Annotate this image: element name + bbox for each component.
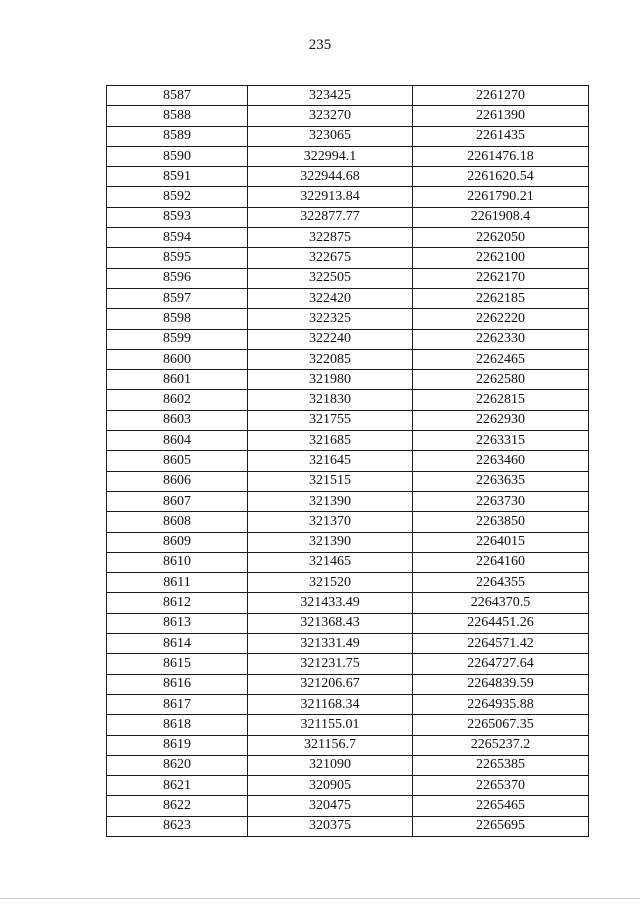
point-number-cell: 8596 <box>107 268 248 288</box>
table-row <box>107 309 589 329</box>
table-body <box>107 86 589 837</box>
point-number-cell: 8601 <box>107 370 248 390</box>
table-row <box>107 410 589 430</box>
table-row <box>107 329 589 349</box>
y-coordinate-cell: 2265385 <box>413 755 589 775</box>
coordinates-table <box>106 85 589 837</box>
point-number-cell: 8622 <box>107 796 248 816</box>
point-number-cell: 8594 <box>107 228 248 248</box>
point-number-cell: 8599 <box>107 329 248 349</box>
point-number-cell: 8605 <box>107 451 248 471</box>
y-coordinate-cell: 2265465 <box>413 796 589 816</box>
table-row <box>107 512 589 532</box>
y-coordinate-cell: 2261790.21 <box>413 187 589 207</box>
y-coordinate-cell: 2264355 <box>413 573 589 593</box>
y-coordinate-cell: 2264015 <box>413 532 589 552</box>
y-coordinate-cell: 2263730 <box>413 491 589 511</box>
table-row <box>107 552 589 572</box>
x-coordinate-cell: 321465 <box>248 552 413 572</box>
table-row <box>107 532 589 552</box>
point-number-cell: 8615 <box>107 654 248 674</box>
point-number-cell: 8588 <box>107 106 248 126</box>
table-row <box>107 491 589 511</box>
y-coordinate-cell: 2264451.26 <box>413 613 589 633</box>
table-row <box>107 207 589 227</box>
y-coordinate-cell: 2265695 <box>413 816 589 836</box>
x-coordinate-cell: 322675 <box>248 248 413 268</box>
y-coordinate-cell: 2264935.88 <box>413 694 589 714</box>
y-coordinate-cell: 2264727.64 <box>413 654 589 674</box>
table-row <box>107 715 589 735</box>
table-row <box>107 593 589 613</box>
point-number-cell: 8587 <box>107 86 248 106</box>
x-coordinate-cell: 323425 <box>248 86 413 106</box>
point-number-cell: 8602 <box>107 390 248 410</box>
x-coordinate-cell: 321331.49 <box>248 634 413 654</box>
x-coordinate-cell: 322994.1 <box>248 146 413 166</box>
point-number-cell: 8597 <box>107 288 248 308</box>
table-row <box>107 634 589 654</box>
x-coordinate-cell: 321231.75 <box>248 654 413 674</box>
y-coordinate-cell: 2264160 <box>413 552 589 572</box>
x-coordinate-cell: 321520 <box>248 573 413 593</box>
x-coordinate-cell: 322877.77 <box>248 207 413 227</box>
y-coordinate-cell: 2262185 <box>413 288 589 308</box>
x-coordinate-cell: 323270 <box>248 106 413 126</box>
table-row <box>107 573 589 593</box>
point-number-cell: 8591 <box>107 167 248 187</box>
x-coordinate-cell: 321370 <box>248 512 413 532</box>
x-coordinate-cell: 323065 <box>248 126 413 146</box>
point-number-cell: 8595 <box>107 248 248 268</box>
table-row <box>107 268 589 288</box>
table-row <box>107 694 589 714</box>
y-coordinate-cell: 2261908.4 <box>413 207 589 227</box>
x-coordinate-cell: 321206.67 <box>248 674 413 694</box>
point-number-cell: 8609 <box>107 532 248 552</box>
y-coordinate-cell: 2263850 <box>413 512 589 532</box>
point-number-cell: 8593 <box>107 207 248 227</box>
x-coordinate-cell: 322944.68 <box>248 167 413 187</box>
x-coordinate-cell: 320475 <box>248 796 413 816</box>
point-number-cell: 8600 <box>107 349 248 369</box>
y-coordinate-cell: 2262220 <box>413 309 589 329</box>
y-coordinate-cell: 2263460 <box>413 451 589 471</box>
table-row <box>107 613 589 633</box>
point-number-cell: 8604 <box>107 431 248 451</box>
table-row <box>107 349 589 369</box>
y-coordinate-cell: 2262815 <box>413 390 589 410</box>
point-number-cell: 8589 <box>107 126 248 146</box>
table-row <box>107 370 589 390</box>
y-coordinate-cell: 2264571.42 <box>413 634 589 654</box>
y-coordinate-cell: 2261435 <box>413 126 589 146</box>
x-coordinate-cell: 321515 <box>248 471 413 491</box>
point-number-cell: 8614 <box>107 634 248 654</box>
point-number-cell: 8619 <box>107 735 248 755</box>
table-row <box>107 167 589 187</box>
y-coordinate-cell: 2263635 <box>413 471 589 491</box>
x-coordinate-cell: 322420 <box>248 288 413 308</box>
table-row <box>107 248 589 268</box>
x-coordinate-cell: 321168.34 <box>248 694 413 714</box>
x-coordinate-cell: 321390 <box>248 491 413 511</box>
y-coordinate-cell: 2262050 <box>413 228 589 248</box>
x-coordinate-cell: 321685 <box>248 431 413 451</box>
x-coordinate-cell: 320375 <box>248 816 413 836</box>
point-number-cell: 8623 <box>107 816 248 836</box>
point-number-cell: 8592 <box>107 187 248 207</box>
y-coordinate-cell: 2261270 <box>413 86 589 106</box>
x-coordinate-cell: 321755 <box>248 410 413 430</box>
y-coordinate-cell: 2261620.54 <box>413 167 589 187</box>
table-row <box>107 288 589 308</box>
table-row <box>107 431 589 451</box>
x-coordinate-cell: 321645 <box>248 451 413 471</box>
x-coordinate-cell: 322505 <box>248 268 413 288</box>
point-number-cell: 8613 <box>107 613 248 633</box>
x-coordinate-cell: 321368.43 <box>248 613 413 633</box>
table-row <box>107 106 589 126</box>
x-coordinate-cell: 322085 <box>248 349 413 369</box>
y-coordinate-cell: 2261476.18 <box>413 146 589 166</box>
y-coordinate-cell: 2265370 <box>413 776 589 796</box>
point-number-cell: 8621 <box>107 776 248 796</box>
table-row <box>107 451 589 471</box>
table-row <box>107 471 589 491</box>
y-coordinate-cell: 2262580 <box>413 370 589 390</box>
table-row <box>107 776 589 796</box>
x-coordinate-cell: 321156.7 <box>248 735 413 755</box>
y-coordinate-cell: 2261390 <box>413 106 589 126</box>
y-coordinate-cell: 2264370.5 <box>413 593 589 613</box>
point-number-cell: 8620 <box>107 755 248 775</box>
table-row <box>107 228 589 248</box>
x-coordinate-cell: 322913.84 <box>248 187 413 207</box>
y-coordinate-cell: 2263315 <box>413 431 589 451</box>
table-row <box>107 390 589 410</box>
point-number-cell: 8598 <box>107 309 248 329</box>
point-number-cell: 8611 <box>107 573 248 593</box>
x-coordinate-cell: 321433.49 <box>248 593 413 613</box>
table-row <box>107 187 589 207</box>
x-coordinate-cell: 321155.01 <box>248 715 413 735</box>
x-coordinate-cell: 322325 <box>248 309 413 329</box>
y-coordinate-cell: 2262330 <box>413 329 589 349</box>
point-number-cell: 8610 <box>107 552 248 572</box>
point-number-cell: 8616 <box>107 674 248 694</box>
y-coordinate-cell: 2262465 <box>413 349 589 369</box>
x-coordinate-cell: 321090 <box>248 755 413 775</box>
table-row <box>107 126 589 146</box>
x-coordinate-cell: 321980 <box>248 370 413 390</box>
x-coordinate-cell: 322875 <box>248 228 413 248</box>
y-coordinate-cell: 2262100 <box>413 248 589 268</box>
x-coordinate-cell: 320905 <box>248 776 413 796</box>
table-row <box>107 796 589 816</box>
point-number-cell: 8612 <box>107 593 248 613</box>
table-row <box>107 735 589 755</box>
point-number-cell: 8608 <box>107 512 248 532</box>
table-row <box>107 755 589 775</box>
point-number-cell: 8618 <box>107 715 248 735</box>
point-number-cell: 8590 <box>107 146 248 166</box>
table-row <box>107 146 589 166</box>
y-coordinate-cell: 2265237.2 <box>413 735 589 755</box>
point-number-cell: 8617 <box>107 694 248 714</box>
y-coordinate-cell: 2265067.35 <box>413 715 589 735</box>
table-row <box>107 86 589 106</box>
x-coordinate-cell: 321390 <box>248 532 413 552</box>
x-coordinate-cell: 322240 <box>248 329 413 349</box>
table-row <box>107 816 589 836</box>
page-number: 235 <box>308 37 332 53</box>
bottom-divider <box>0 898 640 899</box>
table-row <box>107 674 589 694</box>
point-number-cell: 8607 <box>107 491 248 511</box>
point-number-cell: 8603 <box>107 410 248 430</box>
y-coordinate-cell: 2262170 <box>413 268 589 288</box>
x-coordinate-cell: 321830 <box>248 390 413 410</box>
y-coordinate-cell: 2264839.59 <box>413 674 589 694</box>
table-row <box>107 654 589 674</box>
y-coordinate-cell: 2262930 <box>413 410 589 430</box>
point-number-cell: 8606 <box>107 471 248 491</box>
